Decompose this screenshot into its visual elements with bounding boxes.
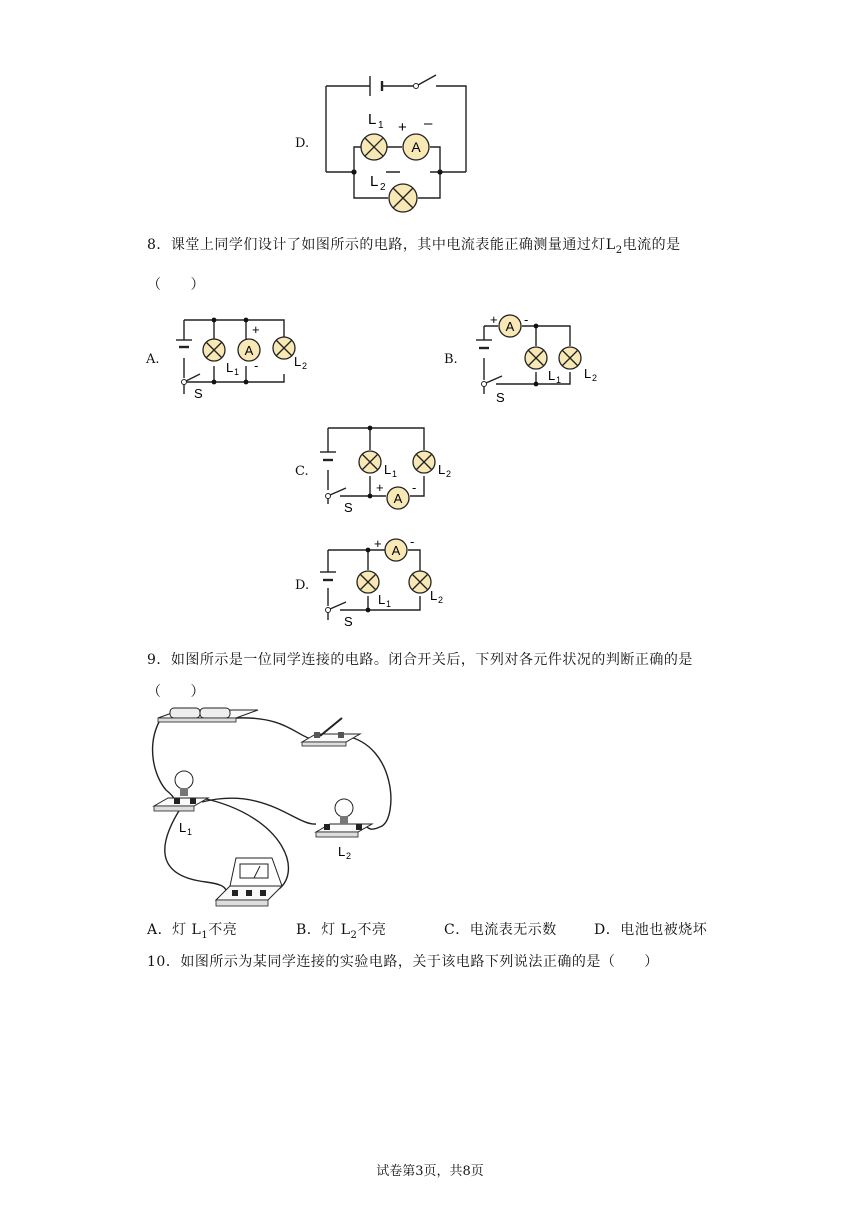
bulb-l2-icon: [316, 799, 372, 837]
bulb-l1-icon: [154, 771, 208, 811]
svg-text:1: 1: [187, 827, 193, 837]
lamp-l2-icon: [273, 337, 295, 359]
q9-option-c: C．电流表无示数: [444, 922, 557, 938]
svg-text:2: 2: [438, 595, 444, 605]
svg-text:L: L: [378, 592, 386, 607]
svg-text:1: 1: [378, 120, 384, 131]
lamp-l1-icon: [525, 347, 547, 369]
ammeter-icon: [385, 539, 407, 561]
svg-text:2: 2: [446, 469, 452, 479]
q8-option-a-label: A.: [146, 352, 160, 367]
lamp-l2-icon: [409, 571, 431, 593]
svg-text:+: +: [398, 119, 407, 136]
svg-text:+: +: [374, 536, 382, 551]
page-footer: 试卷第3页，共8页: [376, 1164, 484, 1179]
ammeter-icon: [387, 487, 409, 509]
svg-text:A: A: [393, 491, 403, 506]
q7-option-d-label: D.: [295, 136, 310, 151]
q8-option-c-circuit: [318, 420, 468, 516]
lamp-l1-icon: [359, 451, 381, 473]
svg-text:2: 2: [592, 373, 598, 383]
q8-option-a-circuit: [168, 310, 328, 402]
svg-text:A: A: [411, 139, 421, 155]
q8-option-c-label: C.: [295, 464, 309, 479]
svg-text:1: 1: [386, 599, 392, 609]
q9-stem: 9．如图所示是一位同学连接的电路。闭合开关后，下列对各元件状况的判断正确的是: [147, 652, 693, 668]
svg-text:L: L: [179, 820, 187, 835]
q9-option-b: B．灯 $L_2$不亮: [296, 922, 387, 941]
q9-option-d: D．电池也被烧坏: [594, 922, 708, 938]
svg-text:-: -: [410, 534, 415, 549]
q9-physical-circuit-illustration: [146, 706, 408, 910]
svg-text:-: -: [524, 312, 529, 327]
svg-text:+: +: [376, 480, 384, 495]
svg-text:+: +: [252, 322, 260, 337]
svg-text:2: 2: [346, 851, 352, 861]
q8-option-b-label: B.: [444, 352, 458, 367]
svg-text:A: A: [505, 319, 515, 334]
q10-stem: 10．如图所示为某同学连接的实验电路，关于该电路下列说法正确的是（ ）: [147, 954, 659, 970]
svg-text:L: L: [370, 173, 379, 190]
svg-text:L: L: [368, 111, 377, 128]
q8-option-b-circuit: [470, 310, 620, 406]
q7-option-d-circuit: [318, 70, 478, 218]
ammeter-icon: [403, 134, 429, 160]
lamp-l1-icon: [361, 134, 387, 160]
q8-stem: 8．课堂上同学们设计了如图所示的电路，其中电流表能正确测量通过灯$L_2$电流的是: [147, 237, 681, 256]
svg-text:A: A: [391, 543, 401, 558]
svg-text:A: A: [244, 343, 254, 358]
battery-holder-icon: [158, 708, 258, 722]
svg-text:-: -: [254, 358, 259, 373]
lamp-l2-icon: [559, 347, 581, 369]
lamp-l1-icon: [203, 339, 225, 361]
svg-text:L: L: [548, 368, 556, 383]
svg-text:1: 1: [392, 469, 398, 479]
svg-text:L: L: [438, 462, 446, 477]
svg-text:L: L: [384, 462, 392, 477]
svg-text:2: 2: [380, 182, 386, 193]
lamp-l2-icon: [389, 184, 417, 212]
lamp-l2-icon: [413, 451, 435, 473]
q8-option-d-label: D.: [295, 578, 310, 593]
svg-text:1: 1: [234, 367, 240, 377]
lamp-l1-icon: [357, 571, 379, 593]
svg-text:L: L: [584, 366, 592, 381]
svg-text:S: S: [344, 614, 353, 629]
q9-answer-paren: （ ）: [147, 684, 205, 700]
ammeter-icon: [499, 315, 521, 337]
svg-text:S: S: [194, 386, 203, 401]
ammeter-device-icon: [216, 858, 282, 906]
q9-option-a: A．灯 $L_1$不亮: [147, 922, 238, 941]
svg-text:S: S: [496, 390, 505, 405]
svg-text:1: 1: [556, 375, 562, 385]
q8-answer-paren: （ ）: [147, 277, 205, 293]
svg-text:–: –: [424, 115, 433, 132]
svg-text:L: L: [226, 360, 234, 375]
switch-icon: [302, 718, 360, 746]
svg-text:L: L: [338, 844, 346, 859]
svg-text:+: +: [490, 312, 498, 327]
svg-text:-: -: [412, 480, 417, 495]
svg-text:2: 2: [302, 361, 308, 371]
svg-text:L: L: [430, 588, 438, 603]
q8-option-d-circuit: [318, 532, 468, 630]
svg-text:L: L: [294, 354, 302, 369]
svg-text:S: S: [344, 500, 353, 515]
